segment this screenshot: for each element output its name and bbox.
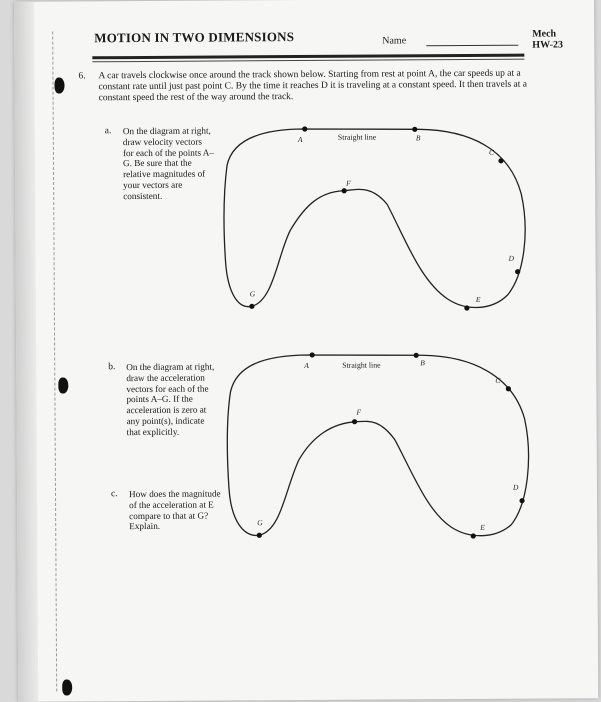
track-path — [223, 128, 525, 309]
point-c-label: C — [495, 375, 501, 385]
straight-line-label: Straight line — [337, 132, 377, 142]
question-number: 6. — [78, 71, 86, 82]
page-title: MOTION IN TWO DIMENSIONS — [94, 29, 295, 46]
point-g-marker — [249, 304, 254, 309]
worksheet-page — [14, 0, 598, 702]
point-b-marker — [412, 127, 417, 132]
point-d-marker — [519, 498, 524, 503]
point-d-label: D — [512, 482, 519, 492]
point-e-marker — [471, 533, 476, 538]
point-d-marker — [515, 269, 520, 274]
point-a-marker — [302, 126, 307, 131]
point-f-marker — [352, 419, 357, 424]
point-a-marker — [310, 352, 315, 357]
question-text: A car travels clockwise once around the track shown below. Starting from rest at point A, the car speeds up at a constant rate until just past point C. By the time it reaches D it is traveling at a constant speed. It then travels at a constant speed the rest of the way around the track. — [98, 68, 528, 104]
part-a-text: On the diagram at right, draw velocity vectors for each of the points A–G. Be sure that the relative magnitudes of your vectors are consistent. — [122, 125, 215, 201]
point-c-marker — [506, 386, 511, 391]
track-diagrams — [14, 0, 598, 702]
point-g-marker — [257, 533, 262, 538]
point-f-marker — [342, 188, 347, 193]
point-c-label: C — [488, 147, 494, 157]
track-diagram-a — [223, 125, 525, 312]
point-b-label: B — [415, 133, 421, 143]
point-f-label: F — [356, 407, 362, 417]
track-diagram-b — [227, 351, 529, 540]
part-c-letter: c. — [110, 489, 118, 500]
point-e-label: E — [475, 294, 481, 304]
point-e-marker — [464, 305, 469, 310]
course-name: Mech — [532, 28, 557, 40]
homework-number: HW-23 — [532, 39, 564, 51]
point-e-label: E — [480, 522, 485, 532]
point-b-label: B — [420, 358, 425, 368]
part-b-text: On the diagram at right, draw the acceleration vectors for each of the points A–G. If the acceleration is zero at any point(s), indicate that explicitly. — [126, 361, 215, 437]
point-f-label: F — [346, 178, 351, 188]
track-path — [227, 354, 529, 538]
point-g-label: G — [249, 289, 256, 299]
part-c-text: How does the magnitude of the acceleration at E compare to that at G? Explain. — [128, 488, 221, 532]
point-g-label: G — [257, 518, 263, 528]
point-a-label: A — [304, 360, 309, 371]
point-c-marker — [498, 158, 503, 163]
part-a-letter: a. — [104, 126, 112, 137]
name-label: Name — [382, 35, 407, 47]
point-d-label: D — [508, 253, 515, 263]
straight-line-label: Straight line — [342, 360, 381, 370]
point-b-marker — [414, 353, 419, 358]
point-a-label: A — [297, 135, 303, 145]
part-b-letter: b. — [108, 362, 116, 373]
